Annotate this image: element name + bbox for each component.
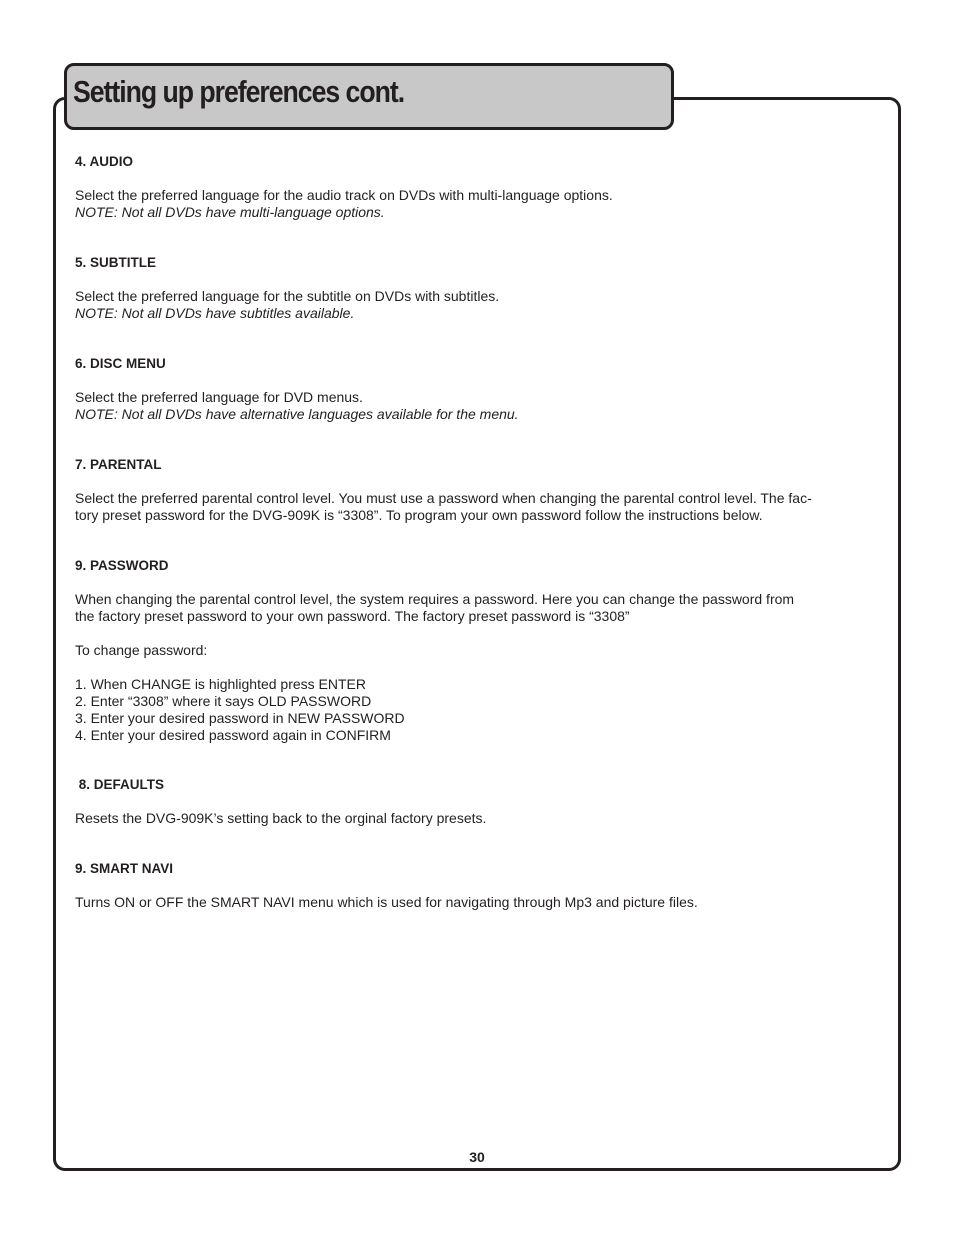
step-item: 2. Enter “3308” where it says OLD PASSWORD	[75, 693, 372, 709]
step-item: 3. Enter your desired password in NEW PASSWORD	[75, 710, 405, 726]
note-line: NOTE: Not all DVDs have multi-language options.	[75, 204, 385, 220]
body-line: Select the preferred language for DVD menus.	[75, 389, 363, 405]
body-line: Turns ON or OFF the SMART NAVI menu which is used for navigating through Mp3 and picture files.	[75, 894, 698, 910]
password-steps	[75, 676, 883, 744]
section-heading-parental: 7. PARENTAL	[75, 457, 162, 472]
section-body-defaults	[75, 810, 883, 827]
page-frame	[53, 97, 901, 1171]
section-body-disc-menu	[75, 389, 883, 423]
note-line: NOTE: Not all DVDs have alternative languages available for the menu.	[75, 406, 519, 422]
section-body-audio	[75, 187, 883, 221]
body-line: Select the preferred language for the audio track on DVDs with multi-language options.	[75, 187, 613, 203]
section-body-parental	[75, 490, 883, 524]
page-title: Setting up preferences cont.	[73, 74, 405, 109]
page-number: 30	[469, 1149, 485, 1165]
section-heading-disc-menu: 6. DISC MENU	[75, 356, 166, 371]
step-item: 4. Enter your desired password again in CONFIRM	[75, 727, 391, 743]
section-heading-defaults: 8. DEFAULTS	[75, 777, 165, 792]
body-line: tory preset password for the DVG-909K is “3308”. To program your own password follow the instructions below.	[75, 507, 763, 523]
body-line: Select the preferred parental control level. You must use a password when changing the parental control level. The fac-	[75, 490, 812, 506]
password-intro: To change password:	[75, 642, 208, 658]
section-body-subtitle	[75, 288, 883, 322]
body-line: the factory preset password to your own password. The factory preset password is “3308”	[75, 608, 630, 624]
note-line: NOTE: Not all DVDs have subtitles available.	[75, 305, 355, 321]
section-heading-password: 9. PASSWORD	[75, 558, 169, 573]
body-line: When changing the parental control level, the system requires a password. Here you can change the password from	[75, 591, 795, 607]
body-line: Resets the DVG-909K’s setting back to the orginal factory presets.	[75, 810, 487, 826]
section-heading-audio: 4. AUDIO	[75, 154, 134, 169]
step-item: 1. When CHANGE is highlighted press ENTER	[75, 676, 366, 692]
section-body-smart-navi	[75, 894, 883, 911]
section-heading-smart-navi: 9. SMART NAVI	[75, 861, 174, 876]
section-heading-subtitle: 5. SUBTITLE	[75, 255, 157, 270]
section-body-password	[75, 591, 883, 625]
body-line: Select the preferred language for the subtitle on DVDs with subtitles.	[75, 288, 500, 304]
